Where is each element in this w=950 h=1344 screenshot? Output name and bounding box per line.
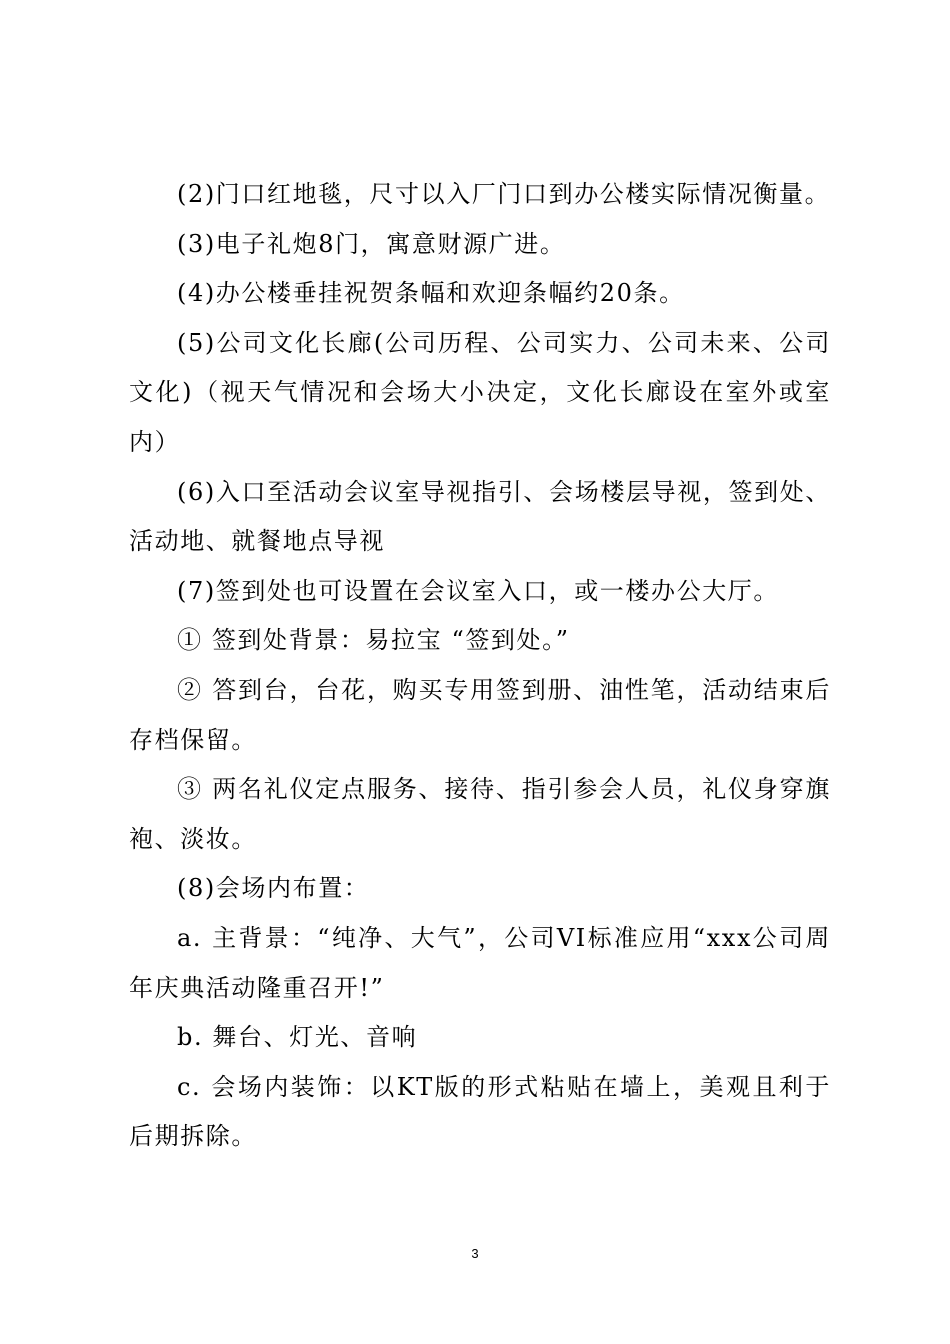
- body-text: [129, 170, 831, 1162]
- paragraph-main-backdrop: a. 主背景：“纯净、大气”，公司VI标准应用“xxx公司周年庆典活动隆重召开!”: [129, 923, 831, 1002]
- paragraph-signage: (6)入口至活动会议室导视指引、会场楼层导视，签到处、活动地、就餐地点导视: [129, 477, 831, 556]
- paragraph-banners: (4)办公楼垂挂祝贺条幅和欢迎条幅约20条。: [177, 279, 685, 308]
- paragraph-sign-in-desk: ② 答到台，台花，购买专用签到册、油性笔，活动结束后存档保留。: [129, 675, 831, 754]
- paragraph-venue-decoration: c. 会场内装饰：以KT版的形式粘贴在墙上，美观且利于后期拆除。: [129, 1072, 831, 1151]
- paragraph-culture-corridor: (5)公司文化长廊(公司历程、公司实力、公司未来、公司文化)（视天气情况和会场大小决定，文化长廊设在室外或室内）: [129, 328, 831, 456]
- page-number: 3: [471, 1246, 479, 1261]
- paragraph-sign-in-backdrop: ① 签到处背景：易拉宝 “签到处。”: [177, 626, 570, 655]
- paragraph-venue-layout: (8)会场内布置：: [177, 874, 370, 903]
- paragraph-etiquette-staff: ③ 两名礼仪定点服务、接待、指引参会人员，礼仪身穿旗袍、淡妆。: [129, 775, 831, 853]
- paragraph-salute-cannons: (3)电子礼炮8门，寓意财源广进。: [177, 229, 566, 258]
- paragraph-red-carpet: (2)门口红地毯，尺寸以入厂门口到办公楼实际情况衡量。: [177, 180, 831, 208]
- paragraph-stage-equipment: b. 舞台、灯光、音响: [177, 1023, 418, 1052]
- paragraph-sign-in-location: (7)签到处也可设置在会议室入口，或一楼办公大厅。: [177, 576, 779, 605]
